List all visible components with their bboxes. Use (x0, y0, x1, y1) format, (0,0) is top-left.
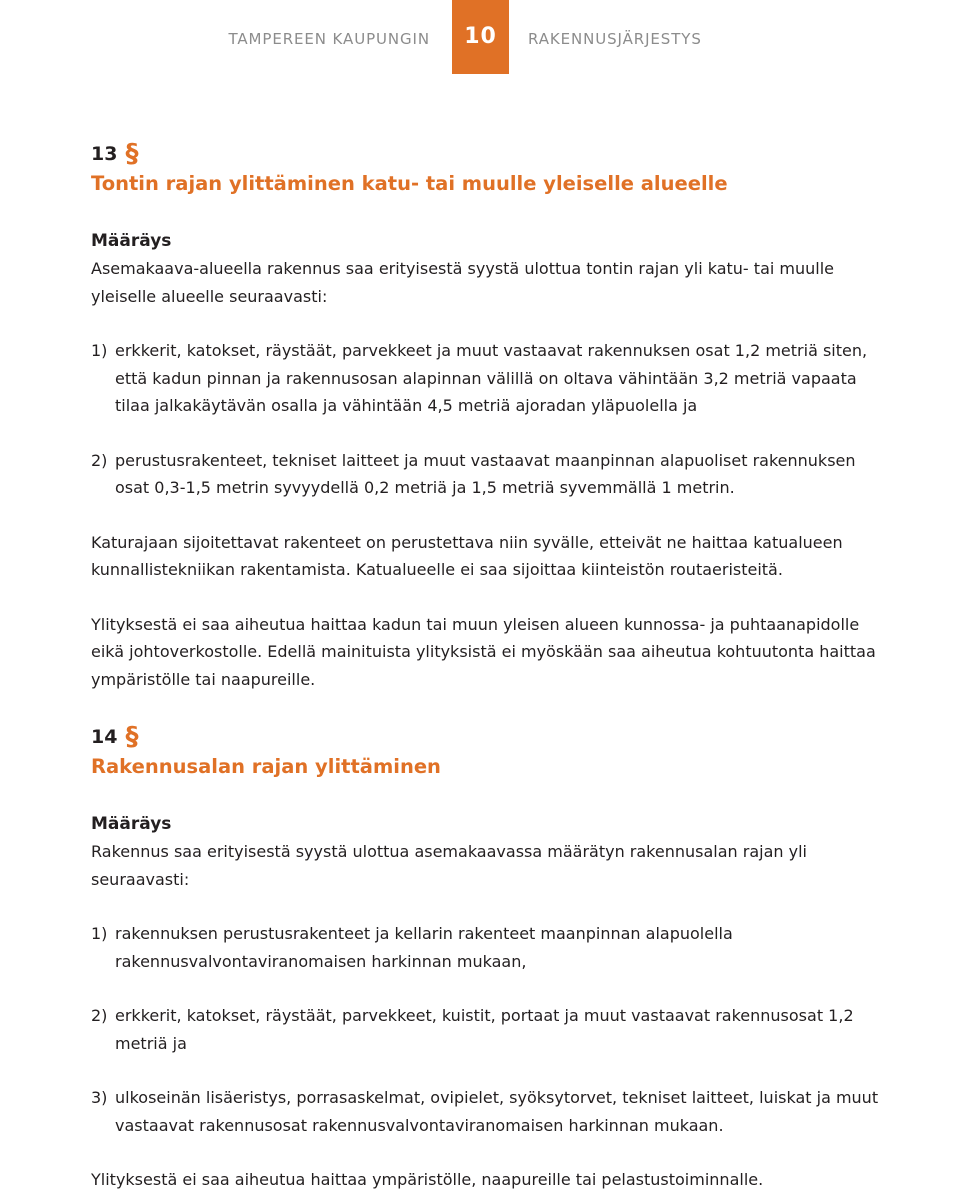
item-text: rakennuksen perustusrakenteet ja kellarin rakenteet maanpinnan alapuolella rakennusvalvontaviranomaisen harkinnan mukaan, (115, 924, 733, 971)
section-14 (91, 723, 881, 1194)
section-14-paragraph-1: Ylityksestä ei saa aiheutua haittaa ympäristölle, naapureille tai pelastustoiminnalle. (91, 1170, 764, 1189)
section-13-intro: Asemakaava-alueella rakennus saa erityisestä syystä ulottua tontin rajan yli katu- tai muulle yleiselle alueelle seuraavasti: (91, 259, 834, 306)
page-number: 10 (464, 24, 497, 49)
section-14-number: 14 (91, 726, 118, 748)
header-document-title: RAKENNUSJÄRJESTYS (528, 30, 702, 48)
section-13-paragraph-1: Katurajaan sijoitettavat rakenteet on perustettava niin syvälle, etteivät ne haittaa katualueen kunnallistekniikan rakentamista. Katualueelle ei saa sijoittaa kiinteistön routaeristeitä. (91, 532, 843, 579)
item-text: erkkerit, katokset, räystäät, parvekkeet ja muut vastaavat rakennuksen osat 1,2 metriä siten, että kadun pinnan ja rakennusosan alapinnan välillä on oltava vähintään 3,2 metriä vapaata tilaa jalkakäytävän osalla ja vähintään 4,5 metriä ajoradan yläpuolella ja (115, 341, 868, 415)
section-13-heading (91, 140, 881, 168)
section-14-title: Rakennusalan rajan ylittäminen (91, 755, 441, 778)
item-text: ulkoseinän lisäeristys, porrasaskelmat, ovipielet, syöksytorvet, tekniset laitteet, luiskat ja muut vastaavat rakennusosat rakennusvalvontaviranomaisen harkinnan mukaan. (115, 1088, 879, 1135)
section-14-item-1 (91, 920, 881, 975)
header-city: TAMPEREEN KAUPUNGIN (228, 30, 430, 48)
section-13-item-1 (91, 337, 881, 420)
section-sign-icon: § (125, 722, 139, 752)
item-text: erkkerit, katokset, räystäät, parvekkeet, kuistit, portaat ja muut vastaavat rakennusosat 1,2 metriä ja (115, 1006, 854, 1053)
item-number: 1) (91, 341, 108, 360)
section-14-item-2 (91, 1002, 881, 1057)
section-14-intro: Rakennus saa erityisestä syystä ulottua asemakaavassa määrätyn rakennusalan rajan yli seuraavasti: (91, 842, 807, 889)
section-13-title: Tontin rajan ylittäminen katu- tai muulle yleiselle alueelle (91, 172, 728, 195)
section-13-item-2 (91, 447, 881, 502)
section-14-label: Määräys (91, 814, 172, 834)
item-text: perustusrakenteet, tekniset laitteet ja muut vastaavat maanpinnan alapuoliset rakennuksen osat 0,3-1,5 metrin syvyydellä 0,2 metriä ja 1,5 metriä syvemmällä 1 metrin. (115, 450, 856, 497)
item-number: 1) (91, 924, 108, 943)
section-13 (91, 140, 881, 693)
item-number: 2) (91, 450, 108, 470)
page-content (91, 140, 881, 1194)
item-number: 2) (91, 1006, 108, 1025)
page-number-tab (452, 0, 509, 74)
section-sign-icon: § (125, 139, 139, 169)
section-14-heading (91, 723, 881, 751)
section-14-item-3 (91, 1084, 881, 1139)
section-13-label: Määräys (91, 231, 172, 251)
section-13-number: 13 (91, 143, 118, 165)
section-13-paragraph-2: Ylityksestä ei saa aiheutua haittaa kadun tai muun yleisen alueen kunnossa- ja puhtaanapidolle eikä johtoverkostolle. Edellä mainituista ylityksistä ei myöskään saa aiheutua kohtuutonta haittaa ympäristölle tai naapureille. (91, 614, 876, 689)
running-header (0, 0, 960, 74)
item-number: 3) (91, 1088, 108, 1107)
